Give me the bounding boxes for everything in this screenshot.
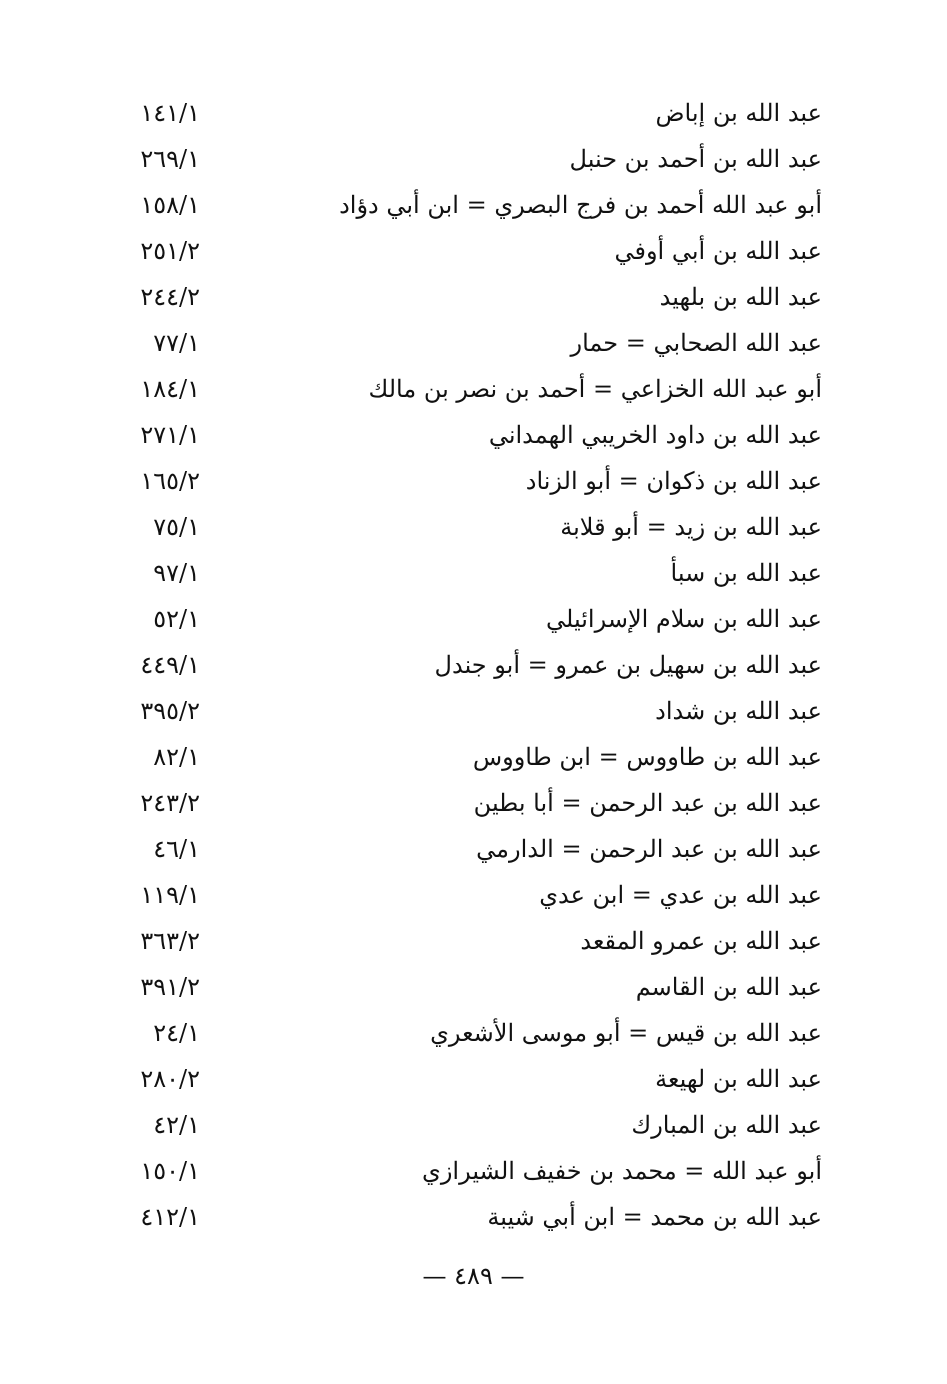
entry-reference: ١١٩/١ [140,881,200,909]
index-entry [120,228,822,274]
index-entry [120,780,822,826]
index-entry [120,274,822,320]
entry-reference: ٩٧/١ [153,559,200,587]
index-entry [120,366,822,412]
index-entry [120,320,822,366]
entry-name: عبد الله بن داود الخريبي الهمداني [488,421,822,449]
index-entry [120,1056,822,1102]
entry-reference: ١٥٠/١ [140,1157,200,1185]
entry-name: عبد الله بن عبد الرحمن = الدارمي [476,835,822,863]
index-entry [120,826,822,872]
entry-reference: ٥٢/١ [153,605,200,633]
entry-name: عبد الله بن أبي أوفي [614,237,822,265]
entry-reference: ١٥٨/١ [140,191,200,219]
entry-name: أبو عبد الله الخزاعي = أحمد بن نصر بن مالك [368,375,822,403]
entry-reference: ١٦٥/٢ [140,467,200,495]
index-entry [120,458,822,504]
index-entry [120,136,822,182]
entry-name: عبد الله بن عدي = ابن عدي [539,881,822,909]
index-list [120,90,822,1240]
entry-reference: ١٤١/١ [140,99,200,127]
entry-name: عبد الله بن شداد [655,697,822,725]
index-entry [120,1148,822,1194]
index-entry [120,504,822,550]
entry-reference: ٣٩٥/٢ [140,697,200,725]
entry-name: أبو عبد الله = محمد بن خفيف الشيرازي [422,1157,822,1185]
index-entry [120,642,822,688]
entry-reference: ٨٢/١ [153,743,200,771]
index-entry [120,1194,822,1240]
entry-reference: ٧٥/١ [153,513,200,541]
entry-name: عبد الله بن ذكوان = أبو الزناد [525,467,822,495]
entry-reference: ٢٤٣/٢ [140,789,200,817]
index-entry [120,596,822,642]
entry-reference: ١٨٤/١ [140,375,200,403]
index-entry [120,734,822,780]
entry-name: عبد الله بن قيس = أبو موسى الأشعري [430,1019,822,1047]
page-number: — ٤٨٩ — [422,1262,525,1290]
entry-name: عبد الله بن لهيعة [655,1065,822,1093]
entry-name: عبد الله بن القاسم [635,973,822,1001]
entry-name: عبد الله بن عمرو المقعد [580,927,822,955]
entry-reference: ٢٤٤/٢ [140,283,200,311]
entry-name: عبد الله بن سبأ [670,559,822,587]
entry-name: عبد الله بن بلهيد [659,283,822,311]
entry-name: عبد الله بن أحمد بن حنبل [569,145,822,173]
index-entry [120,90,822,136]
index-entry [120,182,822,228]
index-entry [120,964,822,1010]
entry-name: عبد الله الصحابي = حمار [570,329,822,357]
index-entry [120,688,822,734]
entry-name: عبد الله بن إباض [655,99,822,127]
entry-reference: ٢٤/١ [153,1019,200,1047]
entry-name: عبد الله بن طاووس = ابن طاووس [472,743,822,771]
entry-reference: ٢٥١/٢ [140,237,200,265]
index-entry [120,872,822,918]
entry-name: عبد الله بن المبارك [631,1111,822,1139]
index-entry [120,550,822,596]
entry-reference: ٤٢/١ [153,1111,200,1139]
entry-reference: ٧٧/١ [153,329,200,357]
index-entry [120,412,822,458]
index-entry [120,1102,822,1148]
entry-name: عبد الله بن محمد = ابن أبي شيبة [487,1203,822,1231]
entry-reference: ٤٦/١ [153,835,200,863]
entry-reference: ٢٦٩/١ [140,145,200,173]
entry-reference: ٤٤٩/١ [140,651,200,679]
index-entry [120,1010,822,1056]
entry-name: عبد الله بن عبد الرحمن = أبا بطين [473,789,822,817]
entry-name: عبد الله بن سلام الإسرائيلي [546,605,822,633]
entry-reference: ٢٧١/١ [140,421,200,449]
entry-name: عبد الله بن زيد = أبو قلابة [560,513,822,541]
entry-name: عبد الله بن سهيل بن عمرو = أبو جندل [434,651,822,679]
index-entry [120,918,822,964]
entry-reference: ٤١٢/١ [140,1203,200,1231]
entry-reference: ٣٦٣/٢ [140,927,200,955]
entry-reference: ٣٩١/٢ [140,973,200,1001]
entry-reference: ٢٨٠/٢ [140,1065,200,1093]
entry-name: أبو عبد الله أحمد بن فرج البصري = ابن أبي دؤاد [339,191,822,219]
